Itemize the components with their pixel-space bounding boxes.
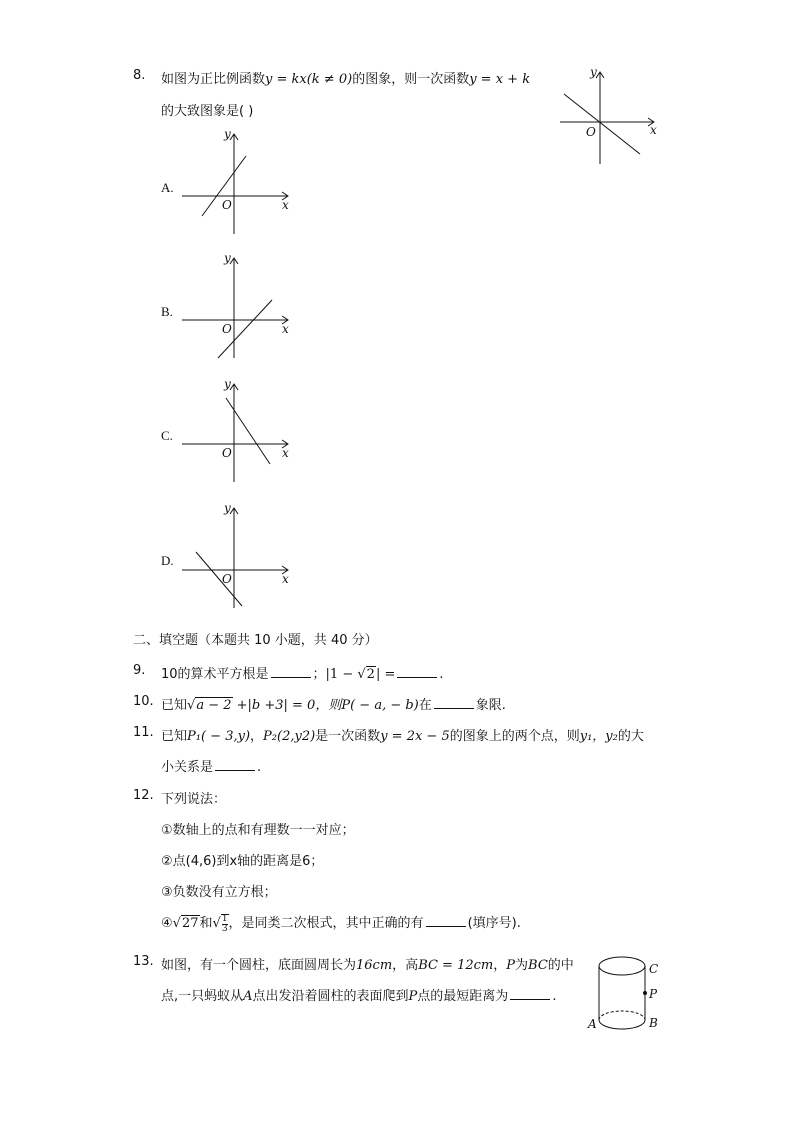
option-c-label: C. <box>161 428 173 443</box>
q12-item4-marker: ④ <box>161 916 173 931</box>
q13-t1: 如图，有一个圆柱，底面圆周长为 <box>161 958 357 973</box>
q13-end: . <box>552 989 557 1004</box>
q11-number: 11. <box>133 725 154 740</box>
q12-blank[interactable] <box>426 914 466 927</box>
section-2-heading: 二、填空题（本题共 10 小题，共 40 分） <box>133 633 378 648</box>
q13-t4: 为 <box>515 958 529 973</box>
q8-number: 8. <box>133 68 146 83</box>
q8-text-a: 如图为正比例函数 <box>161 72 266 87</box>
q13-stem-line2 <box>161 985 556 1004</box>
cyl-a-label: A <box>588 1017 597 1031</box>
q9-text-d: | = <box>375 667 396 682</box>
q8-stem-line2: 的大致图象是( ) <box>161 104 254 119</box>
q11-stem-line2 <box>161 756 261 775</box>
q11-text-g: 的图象上的两个点，则 <box>449 729 580 744</box>
c-y-label: y <box>224 378 231 391</box>
q13-p: P <box>506 958 516 973</box>
b-y-label: y <box>224 252 231 265</box>
q10-text-f: 象限. <box>475 698 506 713</box>
b-x-label: x <box>282 322 289 336</box>
q12-item-4: ④√27和√ $\frac{1}{3}$ ，是同类二次根式，其中正确的有 (填序号). <box>161 913 521 934</box>
d-y-label: y <box>224 502 231 515</box>
q9-text-a: 10的算术平方根是 <box>161 667 269 682</box>
a-x-label: x <box>282 198 289 212</box>
q12-item-1: ①数轴上的点和有理数一一对应； <box>161 823 355 838</box>
option-d-graph <box>180 502 296 612</box>
q10-blank[interactable] <box>434 696 474 709</box>
c-origin-label: O <box>222 446 232 460</box>
q8-reference-graph <box>556 64 666 168</box>
cyl-b-label: B <box>649 1016 658 1030</box>
q12-number: 12. <box>133 788 154 803</box>
q13-t5: 的中 <box>547 958 574 973</box>
q11-function: y = 2x − 5 <box>380 729 450 744</box>
q12-item4-sqrt: 27 <box>181 916 199 931</box>
q12-item-2: ②点(4,6)到x轴的距离是6； <box>161 854 324 869</box>
q11-vars: y₁，y₂ <box>579 729 618 744</box>
cyl-c-label: C <box>649 962 659 976</box>
q13-height: BC = 12cm <box>418 958 494 973</box>
q13-bc: BC <box>528 958 548 973</box>
q9-blank-2[interactable] <box>397 665 437 678</box>
option-d-label: D. <box>161 553 174 568</box>
q9-text-e: . <box>439 667 444 682</box>
q10-text-a: 已知 <box>161 698 188 713</box>
q10-sqrt-expr: a − 2 <box>196 698 232 713</box>
q11-text-a: 已知 <box>161 729 188 744</box>
q12-item4-and: 和 <box>199 916 213 931</box>
q8-math-1: y = kx(k ≠ 0) <box>265 72 353 87</box>
q12-item-3: ③负数没有立方根； <box>161 885 277 900</box>
q13-circumference: 16cm <box>356 958 393 973</box>
q9-stem: 10的算术平方根是 ；|1 − √2| = . <box>161 667 444 682</box>
q10-number: 10. <box>133 694 154 709</box>
q13-cylinder-figure <box>586 948 666 1038</box>
option-a-label: A. <box>161 180 174 195</box>
q11-text-c: ， <box>250 729 264 744</box>
q13-t2: ，高 <box>392 958 419 973</box>
q10-text-c: +|b +3| = 0，则 <box>232 698 342 713</box>
q11-point-2: P₂(2,y2) <box>263 729 316 744</box>
q11-text-e: 是一次函数 <box>315 729 381 744</box>
q12-fraction-num: 1 <box>221 913 228 924</box>
option-a-graph <box>180 128 296 238</box>
q10-stem: 已知√a − 2 +|b +3| = 0，则P( − a, − b)在 象限. <box>161 698 506 713</box>
q12-title: 下列说法： <box>161 792 227 807</box>
q8-math-2: y = x + k <box>469 72 531 87</box>
q13-stem-line1 <box>161 954 574 973</box>
q8-text-b: 的图象，则一次函数 <box>352 72 470 87</box>
q9-text-b: ；|1 − <box>312 667 358 682</box>
b-origin-label: O <box>222 322 232 336</box>
q9-blank-1[interactable] <box>271 665 311 678</box>
q13-t3: ， <box>493 958 507 973</box>
q11-blank[interactable] <box>215 758 255 771</box>
q12-item4-text: ，是同类二次根式，其中正确的有 <box>228 916 424 931</box>
q11-line2-end: . <box>257 760 262 775</box>
option-b-graph <box>180 252 296 362</box>
c-x-label: x <box>282 446 289 460</box>
q13-t6: 点,一只蚂蚁从 <box>161 989 244 1004</box>
q12-item4-end: (填序号). <box>467 916 521 931</box>
d-origin-label: O <box>222 572 232 586</box>
q12-item4-fraction <box>221 914 229 934</box>
ref-y-label: y <box>590 65 597 79</box>
q9-sqrt-value: 2 <box>366 667 375 682</box>
q13-blank[interactable] <box>510 987 550 1000</box>
ref-origin-label: O <box>586 125 596 139</box>
q13-number: 13. <box>133 954 154 969</box>
q9-number: 9. <box>133 663 146 678</box>
q11-stem-line1 <box>161 725 644 744</box>
cyl-p-label: P <box>649 987 658 1001</box>
ref-x-label: x <box>650 123 657 137</box>
d-x-label: x <box>282 572 289 586</box>
q10-point: P( − a, − b) <box>341 698 419 713</box>
q11-line2-text: 小关系是 <box>161 760 214 775</box>
a-y-label: y <box>224 128 231 141</box>
q13-t7: 点出发沿着圆柱的表面爬到 <box>252 989 409 1004</box>
q12-fraction-den: 3 <box>221 923 228 934</box>
q13-a: A <box>243 989 253 1004</box>
option-c-graph <box>180 378 296 488</box>
q11-point-1: P₁( − 3,y) <box>187 729 251 744</box>
q13-t8: 点的最短距离为 <box>417 989 509 1004</box>
option-b-label: B. <box>161 304 173 319</box>
q8-stem-line1 <box>161 68 530 87</box>
q13-p2: P <box>408 989 418 1004</box>
a-origin-label: O <box>222 198 232 212</box>
q11-text-i: 的大 <box>617 729 644 744</box>
q10-text-e: 在 <box>418 698 432 713</box>
